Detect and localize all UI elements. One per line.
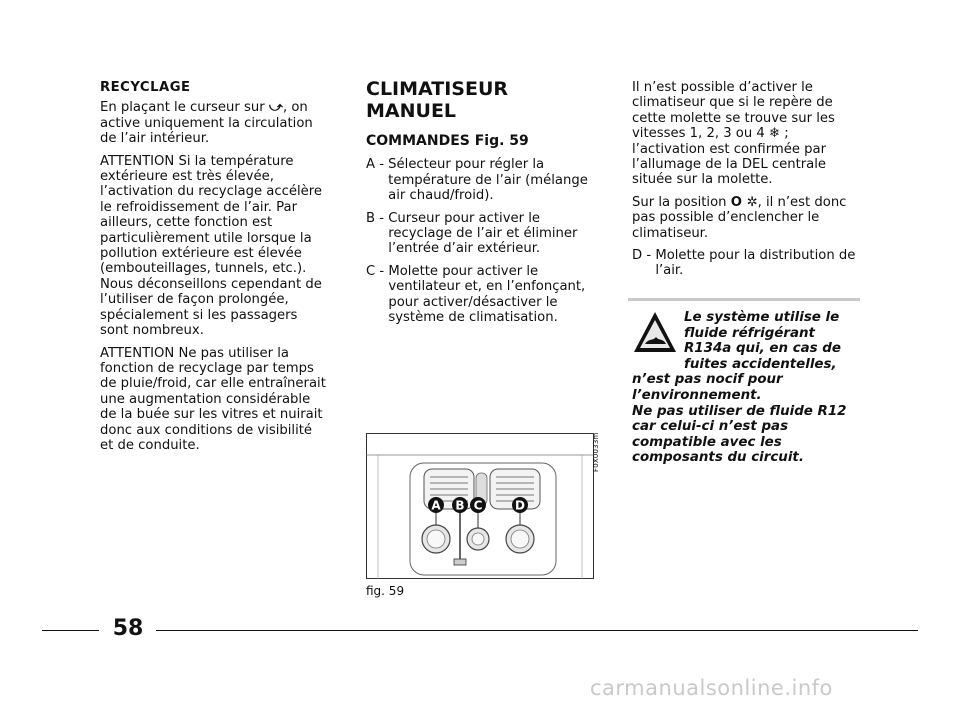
recyclage-section xyxy=(100,80,326,460)
knob-a xyxy=(422,525,450,553)
page-number: 58 xyxy=(112,616,144,641)
warning-rule xyxy=(628,298,860,301)
callout-label-b: B xyxy=(455,498,465,513)
knob-c xyxy=(467,528,489,550)
callout-c xyxy=(470,497,486,513)
item-text: Sélecteur pour régler la température de l’air (mélange air chaud/froid). xyxy=(388,157,588,204)
climate-info-section xyxy=(632,80,864,286)
list-item xyxy=(366,264,598,326)
attention-paragraph-1: ATTENTION Si la température extérieure est très élevée, l’activation du recyclage accélère le refroidissement de l’air. Par ailleurs, cette fonction est particulièrement utile lorsque la pollution extérieure est élevée (embouteillages, tunnels, etc.). Nous déconseillons cependant de l’utiliser de façon prolongée, spécialement si les passagers sont nombreux. xyxy=(100,153,322,339)
callout-label-a: A xyxy=(431,498,441,513)
callout-a xyxy=(428,497,444,513)
footer-rule-left xyxy=(42,630,99,631)
text-span: Sur la position xyxy=(632,194,731,210)
off-position-paragraph xyxy=(632,195,864,241)
recirculation-icon: ⤻ xyxy=(268,100,283,116)
item-text: Molette pour la distribution de l’air. xyxy=(655,248,856,279)
list-item xyxy=(366,157,598,203)
recyclage-heading: RECYCLAGE xyxy=(100,80,191,95)
item-letter: B - xyxy=(366,210,389,226)
item-letter: D - xyxy=(632,248,656,264)
recyclage-paragraph xyxy=(100,100,326,146)
item-text: Molette pour activer le ventilateur et, en l’enfonçant, pour activer/désactiver le système de climatisation. xyxy=(388,263,586,326)
fan-speed-icon: ❄ xyxy=(769,126,781,142)
section-title: CLIMATISEUR MANUEL xyxy=(366,78,509,122)
text-span: En plaçant le curseur sur xyxy=(100,100,269,116)
section-subtitle: COMMANDES Fig. 59 xyxy=(366,133,529,149)
recycle-slider xyxy=(454,559,466,565)
icon-spacer xyxy=(632,310,684,360)
fan-off-icon: O ✲ xyxy=(730,194,758,210)
activation-paragraph xyxy=(632,80,864,188)
callout-label-d: D xyxy=(515,498,525,513)
commands-section xyxy=(366,78,598,332)
figure-59-illustration xyxy=(366,433,594,579)
list-item xyxy=(366,211,598,257)
callout-d xyxy=(512,497,528,513)
callout-b xyxy=(452,497,468,513)
warning-box xyxy=(632,310,864,466)
text-span: , il n’est donc pas possible d’enclencher le climatiseur. xyxy=(632,194,847,241)
figure-code: F0X0033m xyxy=(592,432,600,472)
knob-d xyxy=(506,525,534,553)
attention-paragraph-2: ATTENTION Ne pas utiliser la fonction de recyclage par temps de pluie/froid, car elle entraînerait une augmentation considérable de la buée sur les vitres et nuirait donc aux conditions de visibilité et de conduite. xyxy=(100,345,326,453)
text-span: ; l’activation est confirmée par l’allumage de la DEL centrale située sur la molette. xyxy=(632,126,827,188)
list-item xyxy=(632,248,864,279)
text-span: , on active uniquement la circulation de l’air intérieur. xyxy=(100,100,313,147)
item-letter: A - xyxy=(366,157,389,173)
item-text: Curseur pour activer le recyclage de l’air et éliminer l’entrée d’air extérieur. xyxy=(388,210,578,257)
watermark: carmanualsonline.info xyxy=(590,676,833,700)
footer-rule-right xyxy=(156,630,918,631)
text-span: Il n’est possible d’activer le climatiseur que si le repère de cette molette se trouve sur les vitesses 1, 2, 3 ou 4 xyxy=(632,80,835,142)
warning-paragraph-1: Le système utilise le fluide réfrigérant R134a qui, en cas de fuites accidentelles, n’est pas nocif pour l’environnement. xyxy=(632,310,841,403)
figure-caption: fig. 59 xyxy=(366,584,405,598)
item-letter: C - xyxy=(366,263,389,279)
callout-label-c: C xyxy=(473,498,483,513)
warning-paragraph-2: Ne pas utiliser de fluide R12 car celui-ci n’est pas compatible avec les composants du circuit. xyxy=(632,403,847,466)
